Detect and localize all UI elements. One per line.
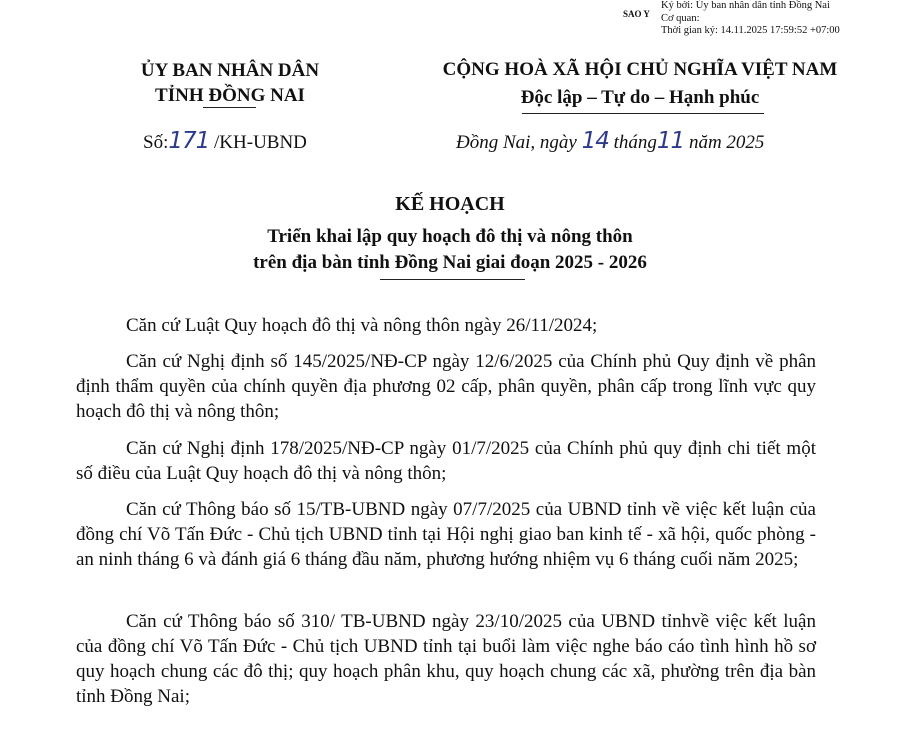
- digital-signature-block: [661, 0, 840, 38]
- sign-time-label: Thời gian ký:: [661, 25, 718, 36]
- sign-time-value: 14.11.2025 17:59:52 +07:00: [720, 25, 840, 36]
- national-motto: Độc lập – Tự do – Hạnh phúc: [520, 87, 760, 108]
- number-suffix: /KH-UBND: [214, 132, 307, 153]
- document-number: [143, 128, 307, 154]
- handwritten-day: 14: [581, 128, 609, 154]
- document-date: [456, 128, 764, 154]
- legal-basis-paragraph: Căn cứ Nghị định số 145/2025/NĐ-CP ngày 12/6/2025 của Chính phủ Quy định về phân định thẩm quyền của chính quyền địa phương 02 cấp, phân quyền, phân cấp trong lĩnh vực quy hoạch đô thị và nông thôn;: [76, 351, 816, 422]
- handwritten-month: 11: [656, 128, 685, 154]
- document-title: KẾ HOẠCH: [395, 193, 505, 215]
- national-header: [395, 56, 885, 112]
- date-prefix: Đồng Nai, ngày: [456, 132, 577, 153]
- agency-label: Cơ quan:: [661, 12, 700, 24]
- org-line-1: ỦY BAN NHÂN DÂN: [140, 60, 320, 81]
- document-subtitle-line-1: Triển khai lập quy hoạch đô thị và nông thôn: [267, 226, 633, 247]
- copy-mark: SAO Y: [623, 9, 650, 19]
- number-prefix: Số:: [143, 132, 169, 153]
- legal-basis-paragraph: Căn cứ Thông báo số 310/ TB-UBND ngày 23/10/2025 của UBND tỉnhvề việc kết luận của đồng chí Võ Tấn Đức - Chủ tịch UBND tỉnh tại buổi làm việc nghe báo cáo tình hình hồ sơ quy hoạch chung các đô thị; quy hoạch phân khu, quy hoạch chung các xã, phường trên địa bàn tỉnh Đồng Nai;: [76, 611, 816, 707]
- sign-time-row: [661, 25, 840, 38]
- legal-basis-paragraph: Căn cứ Nghị định 178/2025/NĐ-CP ngày 01/7/2025 của Chính phủ quy định chi tiết một số điều của Luật Quy hoạch đô thị và nông thôn;: [76, 438, 816, 484]
- signed-by-label: Ký bởi:: [661, 0, 694, 11]
- year-text: năm 2025: [688, 132, 765, 153]
- handwritten-number: 171: [168, 128, 210, 154]
- org-line-2: TỈNH ĐỒNG NAI: [155, 85, 305, 106]
- signed-by-value: Ủy ban nhân dân tỉnh Đồng Nai: [695, 0, 830, 11]
- issuing-organization: [110, 58, 350, 108]
- agency-row: [661, 13, 840, 26]
- document-subtitle-line-2: trên địa bàn tỉnh Đồng Nai giai đoạn 2025 - 2026: [253, 252, 647, 273]
- country-name: CỘNG HOÀ XÃ HỘI CHỦ NGHĨA VIỆT NAM: [442, 59, 838, 80]
- motto-underline: [522, 113, 764, 114]
- legal-basis-paragraph: Căn cứ Luật Quy hoạch đô thị và nông thôn ngày 26/11/2024;: [126, 315, 598, 336]
- org-underline: [203, 107, 256, 108]
- title-underline: [380, 279, 525, 280]
- signed-by-row: [661, 0, 840, 13]
- legal-basis-paragraph: Căn cứ Thông báo số 15/TB-UBND ngày 07/7/2025 của UBND tỉnh về việc kết luận của đồng chí Võ Tấn Đức - Chủ tịch UBND tỉnh tại Hội nghị giao ban kinh tế - xã hội, quốc phòng - an ninh tháng 6 và đánh giá 6 tháng đầu năm, phương hướng nhiệm vụ 6 tháng cuối năm 2025;: [76, 499, 816, 570]
- month-label: tháng: [613, 132, 657, 153]
